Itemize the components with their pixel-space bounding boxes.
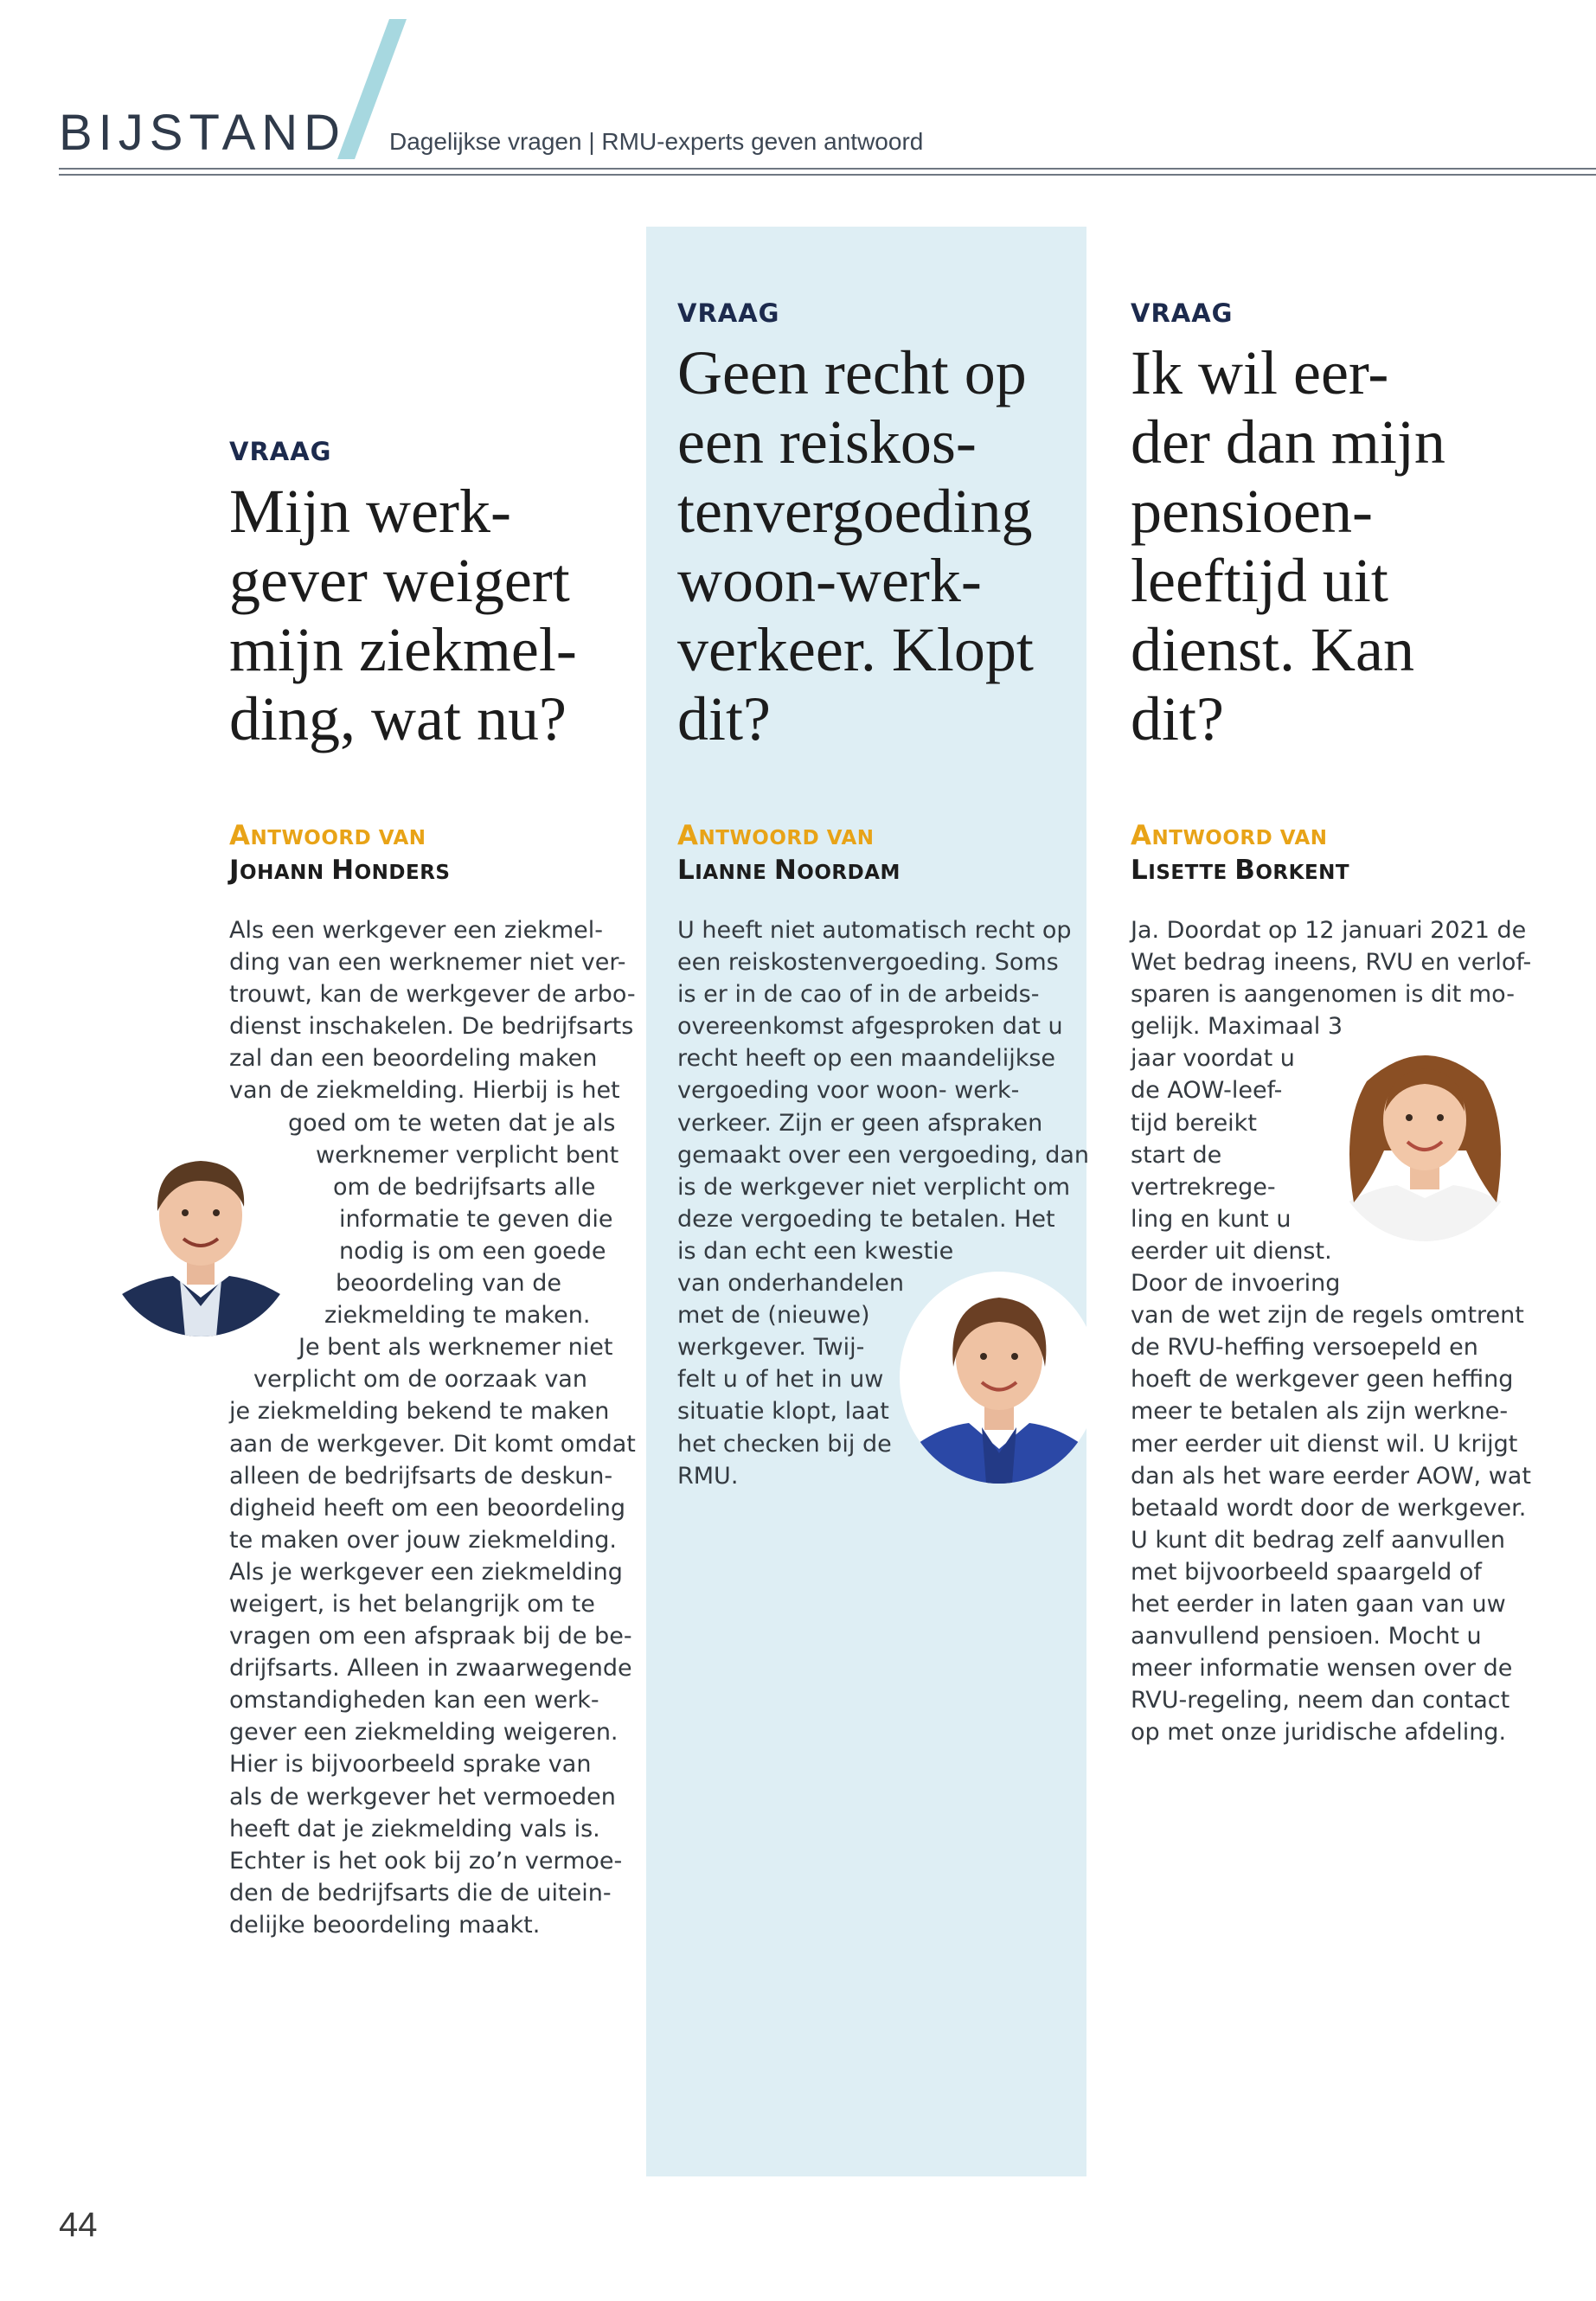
question-column-1 bbox=[229, 437, 610, 753]
question-heading: Ik wil eer- der dan mijn pensioen- leeftijd uit dienst. Kan dit? bbox=[1131, 338, 1445, 753]
question-column-2 bbox=[677, 298, 1058, 753]
answer-text-3: Ja. Doordat op 12 januari 2021 de Wet bedrag ineens, RVU en verlof- sparen is aangenomen is dit mo- gelijk. Maximaal 3 jaar voordat u de AOW-leef- tijd bereikt start de vertrekrege- ling en kunt u eerder uit dienst. Door de invoering van de wet zijn de regels omtrent de RVU-heffing versoepeld en hoeft de werkgever geen heffing meer te betalen als zijn werkne- mer eerder uit dienst wil. U krijgt dan als het ware eerder AOW, wat betaald wordt door de werkgever. U kunt dit bedrag zelf aanvullen met bijvoorbeeld spaargeld of het eerder in laten gaan van uw aanvullend pensioen. Mocht u meer informatie wensen over de RVU-regeling, neem dan contact op met onze juridische afdeling. bbox=[1131, 917, 1532, 1747]
vraag-label: VRAAG bbox=[677, 298, 780, 328]
header-subtitle: Dagelijkse vragen | RMU-experts geven antwoord bbox=[389, 128, 924, 155]
page-number: 44 bbox=[59, 2206, 98, 2244]
answer-header-1 bbox=[229, 820, 610, 886]
question-column-3 bbox=[1131, 298, 1511, 753]
expert-name: LISETTE BORKENT bbox=[1131, 855, 1350, 886]
expert-name: JOHANN HONDERS bbox=[229, 855, 451, 886]
answer-header-2 bbox=[677, 820, 1058, 886]
expert-photo-johann bbox=[104, 1133, 298, 1336]
antwoord-label: ANTWOORD VAN bbox=[229, 820, 426, 851]
answer-header-3 bbox=[1131, 820, 1511, 886]
vraag-label: VRAAG bbox=[229, 437, 332, 466]
answer-text-1: Als een werkgever een ziekmel- ding van een werknemer niet ver- trouwt, kan de werkgever de arbo- dienst inschakelen. De bedrijfsarts zal dan een beoordeling maken van de ziekmelding. Hierbij is het goed om te weten dat je als werknemer verplicht bent om de bedrijfsarts alle informatie te geven die nodig is om een goede beoordeling van de ziekmelding te maken. Je bent als werknemer niet verplicht om de oorzaak van je ziekmelding bekend te maken aan de werkgever. Dit komt omdat alleen de bedrijfsarts de deskun- digheid heeft om een beoordeling te maken over jouw ziekmelding. Als je werkgever een ziekmelding weigert, is het belangrijk om te vragen om een afspraak bij de be- drijfsarts. Alleen in zwaarwegende omstandigheden kan een werk- gever een ziekmelding weigeren. Hier is bijvoorbeeld sprake van als de werkgever het vermoeden heeft dat je ziekmelding vals is. Echter is het ook bij zo’n vermoe- den de bedrijfsarts die de uitein- delijke beoordeling maakt. bbox=[229, 917, 636, 1939]
header-rule bbox=[59, 174, 1596, 176]
antwoord-label: ANTWOORD VAN bbox=[1131, 820, 1328, 851]
question-heading: Mijn werk- gever weigert mijn ziekmel- ding, wat nu? bbox=[229, 477, 577, 753]
expert-name: LIANNE NOORDAM bbox=[677, 855, 901, 886]
question-heading: Geen recht op een reiskos- tenvergoeding woon-werk- verkeer. Klopt dit? bbox=[677, 338, 1034, 753]
header-rule bbox=[59, 168, 1596, 170]
answer-text-2: U heeft niet automatisch recht op een reiskostenvergoeding. Soms is er in de cao of in de arbeids- overeenkomst afgesproken dat u recht heeft op een maandelijkse vergoeding voor woon- werk- verkeer. Zijn er geen afspraken gemaakt over een vergoeding, dan is de werkgever niet verplicht om deze vergoeding te betalen. Het is dan echt een kwestie van onderhandelen met de (nieuwe) werkgever. Twij- felt u of het in uw situatie klopt, laat het checken bij de RMU. bbox=[677, 917, 1089, 1490]
section-title: BIJSTAND bbox=[59, 105, 347, 161]
expert-photo-lisette bbox=[1328, 1029, 1522, 1241]
expert-photo-lianne bbox=[900, 1272, 1099, 1484]
antwoord-label: ANTWOORD VAN bbox=[677, 820, 875, 851]
vraag-label: VRAAG bbox=[1131, 298, 1234, 328]
